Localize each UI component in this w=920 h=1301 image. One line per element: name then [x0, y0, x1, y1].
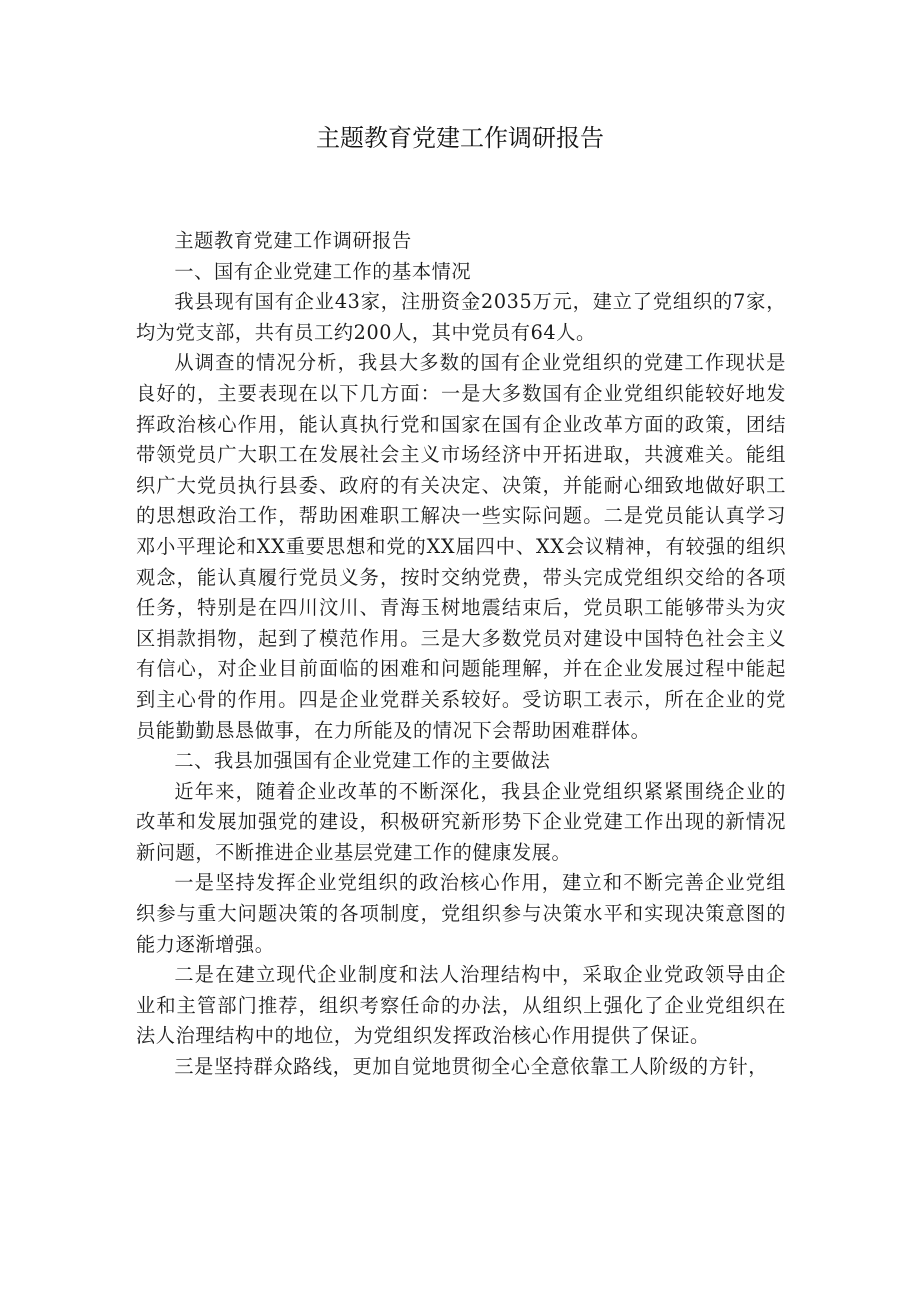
document-title: 主题教育党建工作调研报告 [316, 124, 604, 152]
paragraph: 一是坚持发挥企业党组织的政治核心作用，建立和不断完善企业党组织参与重大问题决策的各项制度，党组织参与决策水平和实现决策意图的能力逐渐增强。 [136, 871, 786, 956]
section-heading-1: 一、国有企业党建工作的基本情况 [174, 259, 472, 283]
paragraph-subtitle: 主题教育党建工作调研报告 [174, 229, 412, 252]
section-heading-2: 二、我县加强国有企业党建工作的主要做法 [174, 749, 551, 773]
paragraph: 二是在建立现代企业制度和法人治理结构中，采取企业党政领导由企业和主管部门推荐，组织考察任命的办法，从组织上强化了企业党组织在法人治理结构中的地位，为党组织发挥政治核心作用提供了保证。 [136, 963, 786, 1048]
paragraph: 近年来，随着企业改革的不断深化，我县企业党组织紧紧围绕企业的改革和发展加强党的建设，积极研究新形势下企业党建工作出现的新情况新问题，不断推进企业基层党建工作的健康发展。 [136, 779, 786, 864]
paragraph: 我县现有国有企业43家，注册资金2035万元，建立了党组织的7家，均为党支部，共有员工约200人，其中党员有64人。 [136, 290, 786, 344]
paragraph: 三是坚持群众路线，更加自觉地贯彻全心全意依靠工人阶级的方针， [174, 1055, 769, 1079]
document-body [136, 226, 786, 1083]
paragraph: 从调查的情况分析，我县大多数的国有企业党组织的党建工作现状是良好的，主要表现在以下几方面：一是大多数国有企业党组织能较好地发挥政治核心作用，能认真执行党和国家在国有企业改革方面的政策，团结带领党员广大职工在发展社会主义市场经济中开拓进取，共渡难关。能组织广大党员执行县委、政府的有关决定、决策，并能耐心细致地做好职工的思想政治工作，帮助困难职工解决一些实际问题。二是党员能认真学习邓小平理论和XX重要思想和党的XX届四中、XX会议精神，有较强的组织观念，能认真履行党员义务，按时交纳党费，带头完成党组织交给的各项任务，特别是在四川汶川、青海玉树地震结束后，党员职工能够带头为灾区捐款捐物，起到了模范作用。三是大多数党员对建设中国特色社会主义有信心，对企业目前面临的困难和问题能理解，并在企业发展过程中能起到主心骨的作用。四是企业党群关系较好。受访职工表示，所在企业的党员能勤勤恳恳做事，在力所能及的情况下会帮助困难群体。 [136, 351, 786, 742]
